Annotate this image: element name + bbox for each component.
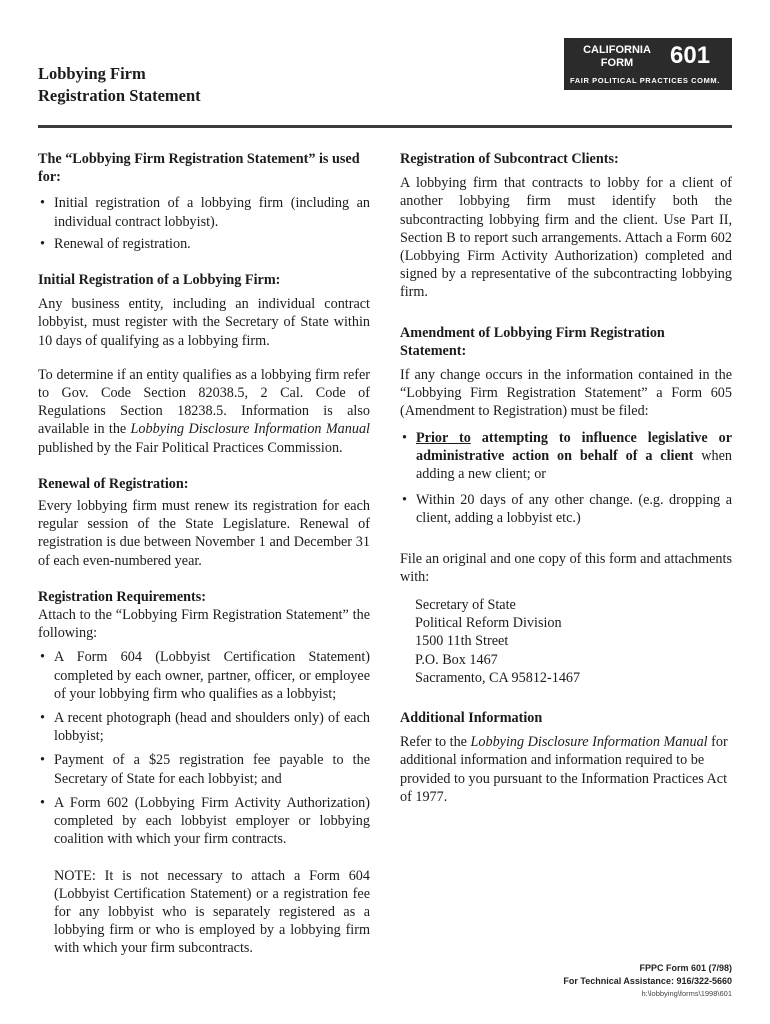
header-divider (38, 125, 732, 128)
amendment-list (400, 429, 732, 528)
address-line: Secretary of State (415, 597, 516, 614)
form-id: FPPC Form 601 (7/98) (639, 963, 732, 973)
list-item: • A recent photograph (head and shoulders only) of each lobbyist; (38, 709, 370, 745)
subcontract-text: A lobbying firm that contracts to lobby for a client of another lobbying firm must identify both the subcontracting lobbying firm and the client. Use Part II, Section B to report such arrangements. Attach a Form 602 (Lobbying Firm Activity Authorization) completed and signed by a representative of the subcontracting lobbying firm. (400, 175, 732, 301)
renewal-text: Every lobbying firm must renew its registration for each regular session of the State Legislature. Renewal of registration is due between November 1 and December 31 of each even-numbered year. (38, 498, 370, 569)
form-badge (564, 38, 732, 90)
additional-text-b: for additional information and information required to be provided to you pursuant to the Information Practices Act of 1977. (400, 734, 728, 805)
left-column (38, 150, 370, 958)
technical-assistance: For Technical Assistance: 916/322-5660 (563, 976, 732, 986)
requirements-intro: Attach to the “Lobbying Firm Registration Statement” the following: (38, 607, 370, 642)
page-title (38, 63, 201, 107)
initial-registration-heading: Initial Registration of a Lobbying Firm: (38, 272, 281, 289)
used-for-heading: The “Lobbying Firm Registration Statement” is used for: (38, 151, 360, 186)
list-item: • A Form 602 (Lobbying Firm Activity Authorization) completed by each lobbyist employer or lobbying coalition with which your firm contracts. (38, 794, 370, 849)
address-line: Sacramento, CA 95812-1467 (415, 669, 581, 686)
qualification-text-b: published by the Fair Political Practices Commission. (38, 439, 343, 456)
badge-form-number: 601 (670, 42, 711, 69)
amendment-heading: Amendment of Lobbying Firm Registration Statement: (400, 324, 665, 359)
title-line-2: Registration Statement (38, 86, 201, 105)
badge-state-form (574, 44, 660, 70)
additional-info-heading: Additional Information (400, 710, 543, 727)
amend-item-rest: when adding a new client; or (416, 447, 732, 483)
title-line-1: Lobbying Firm (38, 64, 146, 83)
page-footer (563, 962, 732, 999)
badge-commission: FAIR POLITICAL PRACTICES COMM. (570, 76, 720, 85)
list-item: • Renewal of registration. (38, 235, 370, 253)
list-item: • Within 20 days of any other change. (e.g. dropping a client, adding a lobbyist etc.) (400, 491, 732, 527)
subcontract-heading: Registration of Subcontract Clients: (400, 151, 619, 167)
address-line: Political Reform Division (415, 615, 562, 632)
address-line: 1500 11th Street (415, 633, 509, 650)
badge-state: CALIFORNIA (583, 44, 651, 56)
mailing-address (400, 596, 732, 687)
additional-text-a: Refer to the (400, 734, 471, 751)
manual-title: Lobbying Disclosure Information Manual (470, 734, 708, 751)
additional-info-text (400, 733, 732, 806)
list-item (400, 429, 732, 484)
badge-form-word: FORM (600, 57, 634, 69)
note-text: NOTE: It is not necessary to attach a Form 604 (Lobbyist Certification Statement) or a registration fee for any lobbyist who is separately registered as a lobbying firm or who is employed by a lobbying firm with which your firm subcontracts. (54, 867, 370, 957)
list-item: • Payment of a $25 registration fee payable to the Secretary of State for each lobbyist; and (38, 751, 370, 787)
amend-item-bold: attempting to influence legislative or administrative action on behalf of a client (416, 429, 733, 464)
amendment-text: If any change occurs in the information contained in the “Lobbying Firm Registration Statement” a Form 605 (Amendment to Registration) must be filed: (400, 367, 732, 420)
right-column (400, 150, 732, 806)
renewal-heading: Renewal of Registration: (38, 475, 189, 492)
qualification-text-a: To determine if an entity qualifies as a lobbying firm refer to Gov. Code Section 82038.5, 2 Cal. Code of Regulations Section 18238.5. Information is also available in the (38, 366, 370, 438)
manual-title: Lobbying Disclosure Information Manual (130, 421, 370, 438)
file-path: h:\lobbying\forms\1998\601 (641, 989, 732, 998)
initial-registration-text: Any business entity, including an individual contract lobbyist, must register with the Secretary of State within 10 days of qualifying as a lobbying firm. (38, 296, 370, 349)
list-item: • Initial registration of a lobbying firm (including an individual contract lobbyist). (38, 194, 370, 230)
qualification-text (38, 366, 370, 457)
used-for-list (38, 194, 370, 253)
address-line: P.O. Box 1467 (415, 651, 498, 668)
filing-text: File an original and one copy of this form and attachments with: (400, 550, 732, 585)
prior-to-text: Prior to (416, 429, 471, 446)
list-item: • A Form 604 (Lobbyist Certification Statement) completed by each owner, partner, officer, or employee of your lobbying firm who qualifies as a lobbyist; (38, 648, 370, 703)
requirements-heading: Registration Requirements: (38, 588, 206, 605)
requirements-list (38, 648, 370, 848)
